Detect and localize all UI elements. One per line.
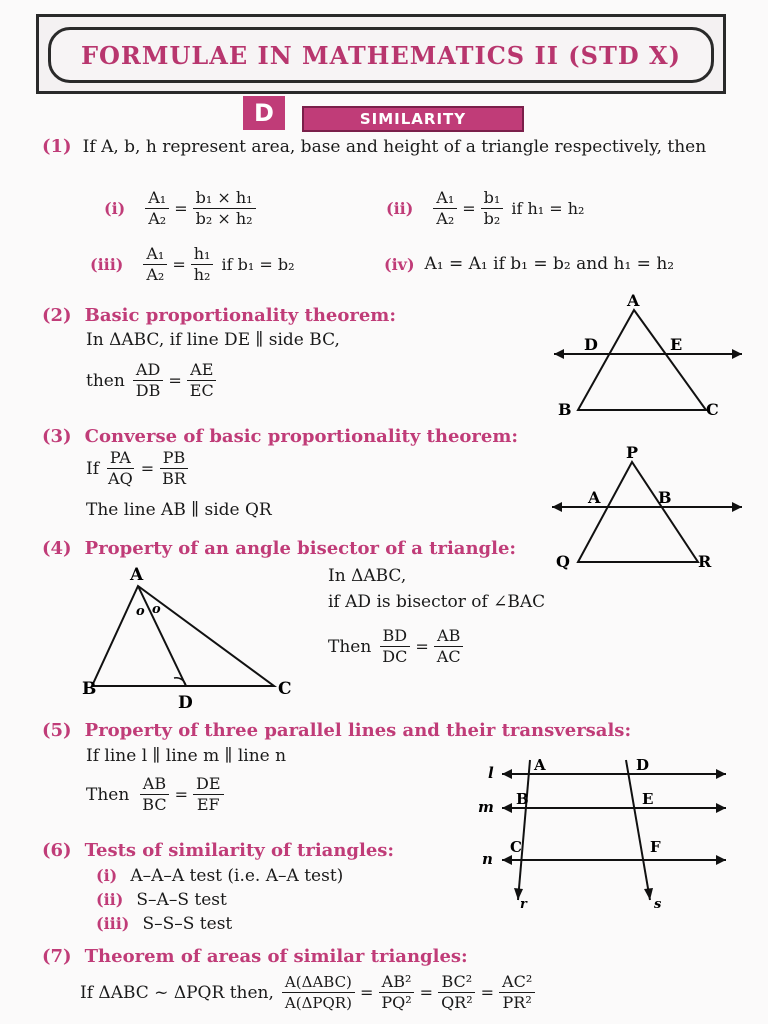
- item-text: S–A–S test: [136, 890, 227, 910]
- transversal-s: [626, 760, 650, 900]
- arrow-n-right: [716, 855, 726, 865]
- fraction: $\frac{PA}{AQ}$: [108, 448, 133, 488]
- if-label: If: [86, 458, 100, 479]
- angle-label-1: o: [136, 604, 145, 619]
- section-7-number: (7): [42, 946, 72, 967]
- fraction: $\frac{\text{AB²}}{\text{PQ²}}$: [378, 972, 414, 1013]
- arrow-l-left: [502, 769, 512, 779]
- fraction: $\frac{\text{b₁ × h₁}}{\text{b₂ × h₂}}$: [193, 188, 256, 229]
- fraction: $\frac{\text{A₁}}{\text{A₂}}$: [143, 244, 167, 285]
- triangle-pqr: [578, 462, 698, 562]
- section-5-formula: Then $\frac{AB}{BC}$ = $\frac{DE}{EF}$: [86, 774, 224, 815]
- arrow-left: [552, 502, 562, 512]
- item-text: A–A–A test (i.e. A–A test): [130, 866, 344, 886]
- point-a: A: [534, 756, 546, 774]
- label-r: r: [520, 897, 527, 912]
- arrow-l-right: [716, 769, 726, 779]
- vertex-d: D: [584, 335, 598, 354]
- section-2-number: (2): [42, 305, 72, 326]
- section-4-number: (4): [42, 538, 72, 559]
- formula-label: (iii): [90, 255, 124, 274]
- point-f: F: [650, 838, 661, 856]
- then-label: then: [86, 370, 125, 391]
- section-4-line-2: if AD is bisector of ∠BAC: [328, 592, 546, 612]
- section-2-title: Basic proportionality theorem:: [84, 305, 396, 326]
- vertex-b: B: [82, 679, 97, 699]
- point-c: C: [510, 838, 522, 856]
- formula-1-iii: (iii) $\frac{\text{A₁}}{\text{A₂}}$ = $\frac{\text{h₁}}{\text{h₂}}$ if b₁ = b₂: [90, 244, 295, 284]
- arrow-s: [644, 888, 653, 900]
- fraction: $\frac{\text{A₁}}{\text{A₂}}$: [433, 188, 457, 229]
- formula-label: (i): [104, 199, 126, 218]
- angle-mark: [174, 678, 186, 686]
- list-item: [96, 890, 343, 910]
- section-3-number: (3): [42, 426, 72, 447]
- then-label: Then: [86, 784, 130, 805]
- section-1: [42, 136, 752, 157]
- section-7-title: Theorem of areas of similar triangles:: [84, 946, 468, 967]
- section-4-title: Property of an angle bisector of a triangle:: [84, 538, 517, 559]
- fraction: $\frac{BD}{DC}$: [379, 626, 410, 667]
- item-label: (i): [96, 866, 118, 885]
- fraction: $\frac{\text{A₁}}{\text{A₂}}$: [145, 188, 169, 229]
- fraction: $\frac{AB}{BC}$: [139, 774, 169, 815]
- condition: if b₁ = b₂: [221, 255, 295, 274]
- section-5-title: Property of three parallel lines and their transversals:: [84, 720, 632, 741]
- arrow-right: [732, 349, 742, 359]
- formula-label: (iv): [384, 254, 415, 274]
- section-7-heading: [42, 946, 468, 967]
- angle-bisector-figure: [80, 560, 310, 710]
- fraction: $\frac{AD}{DB}$: [133, 360, 164, 401]
- formula-text: A₁ = A₁ if b₁ = b₂ and h₁ = h₂: [424, 254, 675, 274]
- section-2-statement: In ΔABC, if line DE ∥ side BC,: [86, 330, 340, 350]
- fraction: $\frac{AE}{EC}$: [187, 360, 217, 401]
- similarity-tests-list: [96, 866, 343, 934]
- vertex-e: E: [670, 335, 683, 354]
- bisector-ad: [138, 586, 186, 686]
- section-1-number: (1): [42, 136, 72, 157]
- vertex-b: B: [558, 400, 572, 418]
- fraction: $\frac{\text{b₁}}{\text{b₂}}$: [481, 188, 504, 229]
- item-label: (ii): [96, 890, 124, 909]
- list-item: [96, 914, 343, 934]
- section-6-number: (6): [42, 840, 72, 861]
- section-4-line-1: In ΔABC,: [328, 566, 407, 586]
- label-m: m: [478, 798, 494, 816]
- section-7-formula: If ΔABC ~ ΔPQR then, $\frac{\text{A(ΔABC)}}{\text{A(ΔPQR)}}$ = $\frac{\text{AB²}}{\text{PQ²}}$ = $\frac{\text{BC²}}{\text{QR²}}$ = $\frac{\text{AC²}}{\text{PR²}}$: [80, 972, 535, 1013]
- section-4-heading: [42, 538, 516, 559]
- fraction: $\frac{\text{A(ΔABC)}}{\text{A(ΔPQR)}}$: [282, 972, 355, 1013]
- label-l: l: [488, 764, 494, 782]
- label-s: s: [654, 897, 662, 912]
- formula-1-ii: (ii) $\frac{\text{A₁}}{\text{A₂}}$ = $\frac{\text{b₁}}{\text{b₂}}$ if h₁ = h₂: [386, 188, 585, 228]
- fraction: $\frac{\text{BC²}}{\text{QR²}}$: [438, 972, 476, 1013]
- fraction: $\frac{AB}{AC}$: [434, 626, 464, 667]
- vertex-b: B: [658, 488, 672, 507]
- vertex-p: P: [626, 443, 639, 462]
- arrow-left: [554, 349, 564, 359]
- point-e: E: [642, 790, 654, 808]
- page-title: FORMULAE IN MATHEMATICS II (STD X): [80, 40, 681, 70]
- bpt-triangle-figure: [548, 288, 748, 418]
- list-item: [96, 866, 343, 886]
- vertex-a: A: [130, 565, 144, 585]
- section-3-conclusion: The line AB ∥ side QR: [86, 500, 272, 520]
- then-label: Then: [328, 636, 372, 657]
- item-label: (iii): [96, 914, 130, 933]
- formula-1-i: (i) $\frac{\text{A₁}}{\text{A₂}}$ = $\frac{\text{b₁ × h₁}}{\text{b₂ × h₂}}$: [104, 188, 256, 229]
- triangle-abc: [578, 310, 706, 410]
- formula-label: (ii): [386, 199, 414, 218]
- section-6-heading: [42, 840, 394, 861]
- condition: if h₁ = h₂: [511, 199, 585, 218]
- section-4-formula: Then $\frac{BD}{DC}$ = $\frac{AB}{AC}$: [328, 626, 464, 667]
- vertex-q: Q: [556, 552, 570, 571]
- formula-1-iv: [384, 254, 674, 274]
- section-letter: D: [243, 96, 285, 130]
- point-d: D: [636, 756, 650, 774]
- vertex-a: A: [627, 291, 640, 310]
- parallel-lines-figure: [472, 752, 742, 912]
- section-3-heading: [42, 426, 518, 447]
- point-b: B: [516, 790, 529, 808]
- fraction: $\frac{\text{h₁}}{\text{h₂}}$: [191, 244, 214, 285]
- section-6-title: Tests of similarity of triangles:: [84, 840, 395, 861]
- transversal-r: [518, 760, 530, 900]
- arrow-right: [732, 502, 742, 512]
- section-2-heading: [42, 305, 396, 326]
- vertex-r: R: [698, 552, 712, 571]
- section-5-statement: If line l ∥ line m ∥ line n: [86, 746, 287, 766]
- vertex-c: C: [706, 400, 719, 418]
- formula-lead: If ΔABC ~ ΔPQR then,: [80, 982, 274, 1003]
- section-2-formula: then $\frac{AD}{DB}$ = $\frac{AE}{EC}$: [86, 360, 217, 401]
- section-1-intro: If A, b, h represent area, base and height of a triangle respectively, then: [82, 137, 707, 157]
- arrow-m-left: [502, 803, 512, 813]
- arrow-m-right: [716, 803, 726, 813]
- section-title: SIMILARITY: [302, 106, 524, 132]
- converse-triangle-figure: [548, 440, 748, 572]
- vertex-d: D: [178, 693, 193, 710]
- arrow-n-left: [502, 855, 512, 865]
- section-3-title: Converse of basic proportionality theorem:: [84, 426, 519, 447]
- angle-label-2: o: [152, 602, 161, 617]
- fraction: $\frac{PB}{BR}$: [159, 448, 189, 489]
- vertex-c: C: [278, 679, 292, 699]
- fraction: $\frac{DE}{EF}$: [193, 774, 224, 815]
- fraction: $\frac{\text{AC²}}{\text{PR²}}$: [499, 972, 535, 1013]
- vertex-a: A: [588, 488, 601, 507]
- title-box: [48, 27, 714, 83]
- section-5-number: (5): [42, 720, 72, 741]
- triangle-abc: [92, 586, 274, 686]
- label-n: n: [482, 850, 493, 868]
- section-3-formula: If $\frac{PA}{AQ}$ = $\frac{PB}{BR}$: [86, 448, 189, 489]
- section-5-heading: [42, 720, 631, 741]
- item-text: S–S–S test: [142, 914, 233, 934]
